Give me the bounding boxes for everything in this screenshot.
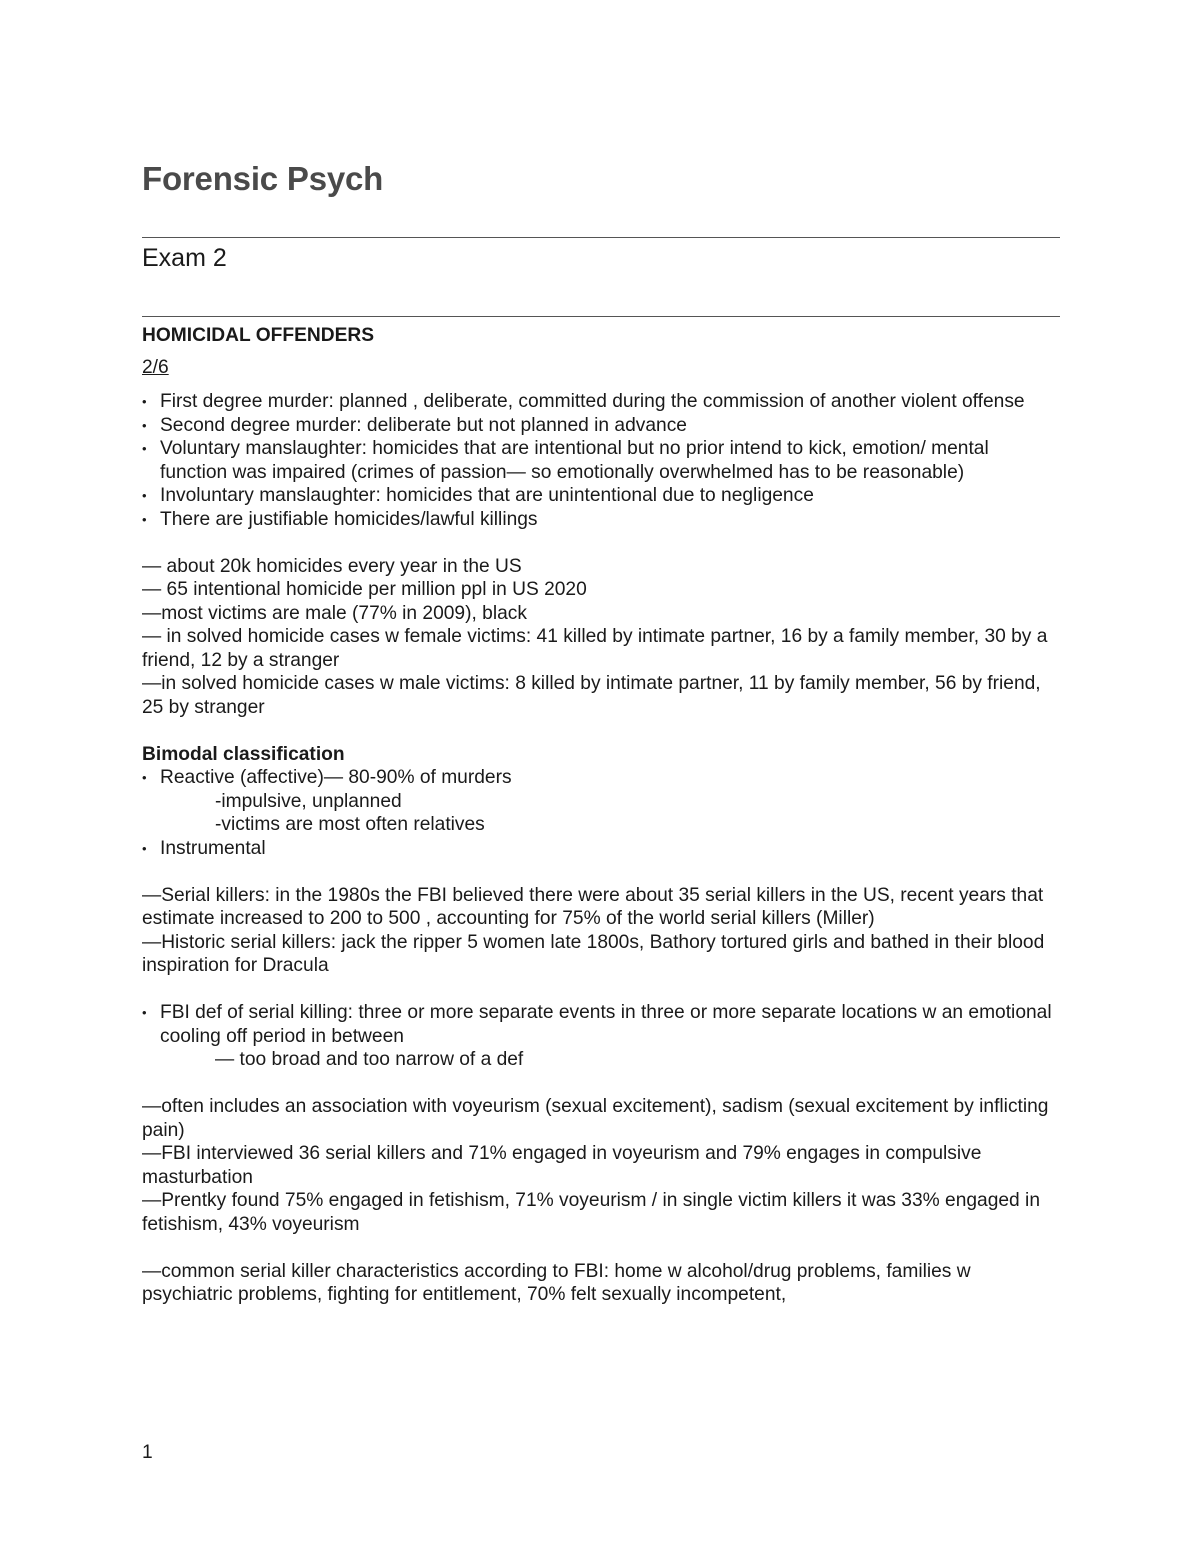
list-item-text: First degree murder: planned , deliberate, committed during the commission of another violent offense <box>160 391 1025 412</box>
list-item-text: Instrumental <box>160 837 266 859</box>
title-divider <box>142 237 1060 238</box>
section-heading: HOMICIDAL OFFENDERS <box>142 325 375 346</box>
section-date: 2/6 <box>142 356 169 378</box>
subtitle-divider <box>142 316 1060 317</box>
bullet-icon: • <box>142 488 147 503</box>
serial-line: —Historic serial killers: jack the ripper 5 women late 1800s, Bathory tortured girls and bathed in their blood inspiration for Dracula <box>142 931 1045 976</box>
document-page <box>142 0 1060 1553</box>
association-line: —Prentky found 75% engaged in fetishism, 71% voyeurism / in single victim killers it was 33% engaged in fetishism, 43% voyeurism <box>142 1190 1040 1235</box>
stats-line: — 65 intentional homicide per million ppl in US 2020 <box>142 579 587 600</box>
list-item-text: FBI def of serial killing: three or more separate events in three or more separate locations w an emotional cooling off period in between <box>160 1002 1052 1047</box>
list-item <box>142 414 1060 438</box>
list-item-text: Reactive (affective)— 80-90% of murders <box>160 767 512 788</box>
list-item <box>142 484 1060 508</box>
list-item <box>142 1001 1060 1072</box>
bimodal-heading: Bimodal classification <box>142 743 345 765</box>
bullet-icon: • <box>142 417 147 433</box>
list-item <box>142 766 1060 837</box>
association-line: —often includes an association with voyeurism (sexual excitement), sadism (sexual excitement by inflicting pain) <box>142 1096 1049 1141</box>
bimodal-bullet-list <box>142 766 1060 860</box>
sub-item: -impulsive, unplanned <box>215 790 402 812</box>
association-line: —FBI interviewed 36 serial killers and 71% engaged in voyeurism and 79% engages in compulsive masturbation <box>142 1143 982 1188</box>
stats-line: — about 20k homicides every year in the US <box>142 555 522 577</box>
sub-item: — too broad and too narrow of a def <box>215 1049 524 1070</box>
document-subtitle: Exam 2 <box>142 244 227 272</box>
list-item-text: Voluntary manslaughter: homicides that are intentional but no prior intend to kick, emotion/ mental function was impaired (crimes of passion— so emotionally overwhelmed has to be reasonable) <box>160 438 989 483</box>
document-title: Forensic Psych <box>142 160 384 197</box>
bullet-icon: • <box>142 441 147 456</box>
list-item <box>142 390 1060 414</box>
bullet-icon: • <box>142 840 147 856</box>
list-item <box>142 437 1060 484</box>
list-item <box>142 837 1060 861</box>
stats-line: —in solved homicide cases w male victims: 8 killed by intimate partner, 11 by family member, 56 by friend, 25 by stranger <box>142 673 1041 718</box>
bullet-icon: • <box>142 511 147 527</box>
bullet-icon: • <box>142 770 147 785</box>
characteristics-line: —common serial killer characteristics according to FBI: home w alcohol/drug problems, families w psychiatric problems, fighting for entitlement, 70% felt sexually incompetent, <box>142 1260 971 1305</box>
bullet-icon: • <box>142 1005 147 1020</box>
list-item <box>142 508 1060 532</box>
page-number: 1 <box>142 1442 153 1463</box>
serial-line: —Serial killers: in the 1980s the FBI believed there were about 35 serial killers in the US, recent years that estimate increased to 200 to 500 , accounting for 75% of the world serial killers (Miller) <box>142 884 1044 929</box>
fbi-def-list <box>142 1001 1060 1072</box>
list-item-text: Involuntary manslaughter: homicides that are unintentional due to negligence <box>160 485 814 506</box>
list-item-text: Second degree murder: deliberate but not planned in advance <box>160 414 687 436</box>
degree-bullet-list <box>142 390 1060 531</box>
list-item-text: There are justifiable homicides/lawful killings <box>160 508 538 530</box>
document-body <box>142 324 1060 1307</box>
stats-line: — in solved homicide cases w female victims: 41 killed by intimate partner, 16 by a family member, 30 by a friend, 12 by a stranger <box>142 626 1048 671</box>
sub-item: -victims are most often relatives <box>215 814 485 835</box>
bullet-icon: • <box>142 394 147 409</box>
stats-line: —most victims are male (77% in 2009), black <box>142 602 527 624</box>
